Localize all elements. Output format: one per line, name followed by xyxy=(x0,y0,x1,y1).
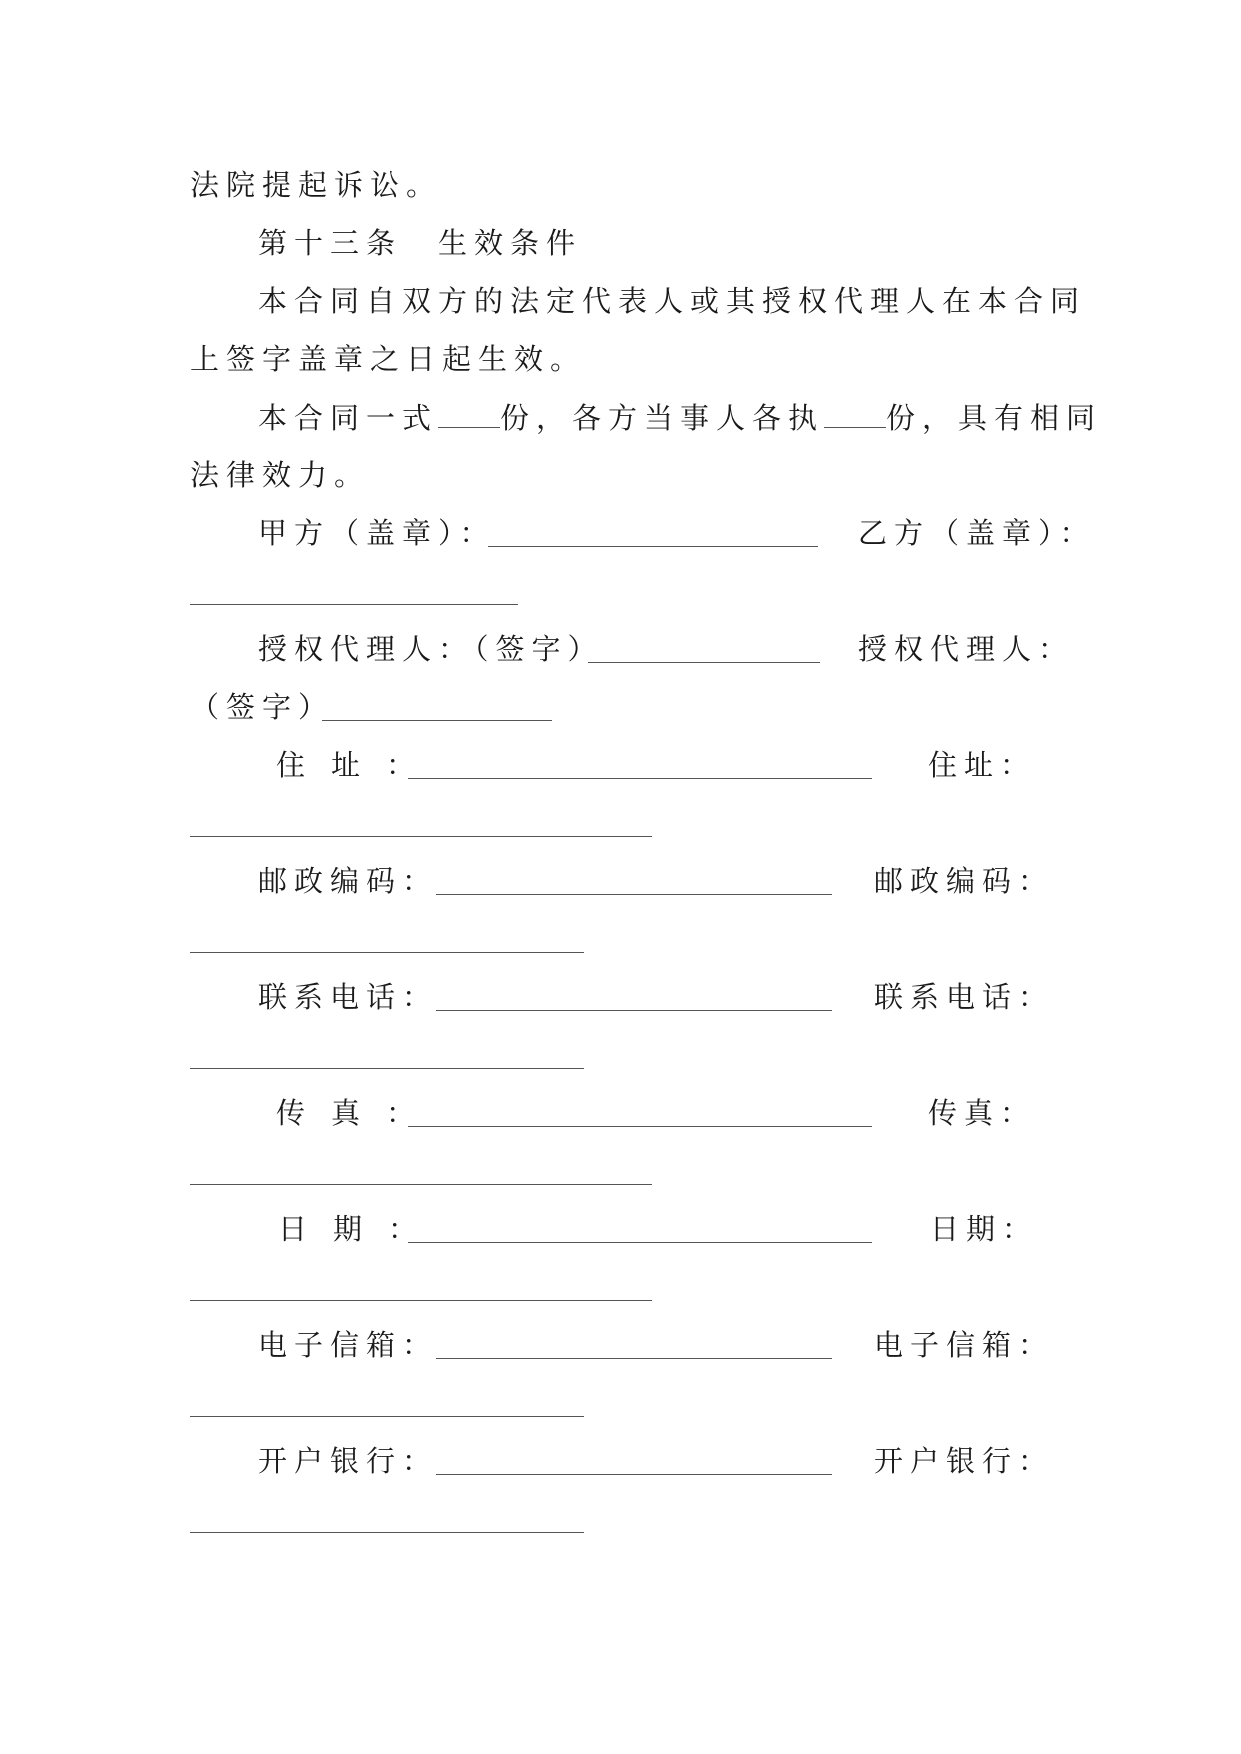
text-line-lawsuit: 法院提起诉讼。 xyxy=(190,168,443,202)
date-a-field[interactable] xyxy=(408,1242,872,1243)
phone-b-field[interactable] xyxy=(190,1068,584,1069)
phone-a-field[interactable] xyxy=(436,1010,832,1011)
party-b-seal-field[interactable] xyxy=(190,604,518,605)
copies-text-3: 份，具有相同 xyxy=(886,401,1103,435)
address-b-label: 住址： xyxy=(928,748,1037,782)
agent-b-label: 授权代理人： xyxy=(858,632,1075,666)
bank-b-label: 开户银行： xyxy=(874,1444,1055,1478)
email-b-label: 电子信箱： xyxy=(874,1328,1055,1362)
email-a-field[interactable] xyxy=(436,1358,832,1359)
address-a-label: 住址： xyxy=(276,748,442,782)
agent-a-label: 授权代理人：（签字） xyxy=(258,632,604,666)
agent-b-sign-field[interactable] xyxy=(322,720,552,721)
postcode-b-label: 邮政编码： xyxy=(874,864,1055,898)
fax-b-label: 传真： xyxy=(928,1096,1037,1130)
phone-b-label: 联系电话： xyxy=(874,980,1055,1014)
party-a-seal-field[interactable] xyxy=(488,546,818,547)
copies-text-2: 份，各方当事人各执 xyxy=(500,401,825,435)
agent-a-sign-field[interactable] xyxy=(588,662,820,663)
copies-total-blank[interactable] xyxy=(438,397,500,428)
bank-a-field[interactable] xyxy=(436,1474,832,1475)
address-a-field[interactable] xyxy=(408,778,872,779)
postcode-a-field[interactable] xyxy=(436,894,832,895)
email-a-label: 电子信箱： xyxy=(258,1328,439,1362)
date-a-label: 日期： xyxy=(278,1212,444,1246)
party-a-seal-label: 甲方（盖章）： xyxy=(258,516,496,550)
copies-paragraph-line-1 xyxy=(258,397,1102,438)
bank-b-field[interactable] xyxy=(190,1532,584,1533)
email-b-field[interactable] xyxy=(190,1416,584,1417)
copies-paragraph-line-2: 法律效力。 xyxy=(190,458,371,492)
fax-a-label: 传真： xyxy=(276,1096,442,1130)
copies-each-blank[interactable] xyxy=(824,397,886,428)
address-b-field[interactable] xyxy=(190,836,652,837)
bank-a-label: 开户银行： xyxy=(258,1444,439,1478)
fax-b-field[interactable] xyxy=(190,1184,652,1185)
effect-paragraph-line-1: 本合同自双方的法定代表人或其授权代理人在本合同 xyxy=(258,284,1087,318)
postcode-a-label: 邮政编码： xyxy=(258,864,439,898)
effect-paragraph-line-2: 上签字盖章之日起生效。 xyxy=(190,342,587,376)
copies-text-1: 本合同一式 xyxy=(258,401,439,435)
fax-a-field[interactable] xyxy=(408,1126,872,1127)
phone-a-label: 联系电话： xyxy=(258,980,439,1014)
agent-b-sign-label: （签字） xyxy=(190,690,335,724)
date-b-field[interactable] xyxy=(190,1300,652,1301)
date-b-label: 日期： xyxy=(930,1212,1039,1246)
postcode-b-field[interactable] xyxy=(190,952,584,953)
party-b-seal-label: 乙方（盖章）： xyxy=(858,516,1096,550)
article-13-title: 第十三条 生效条件 xyxy=(258,226,583,260)
